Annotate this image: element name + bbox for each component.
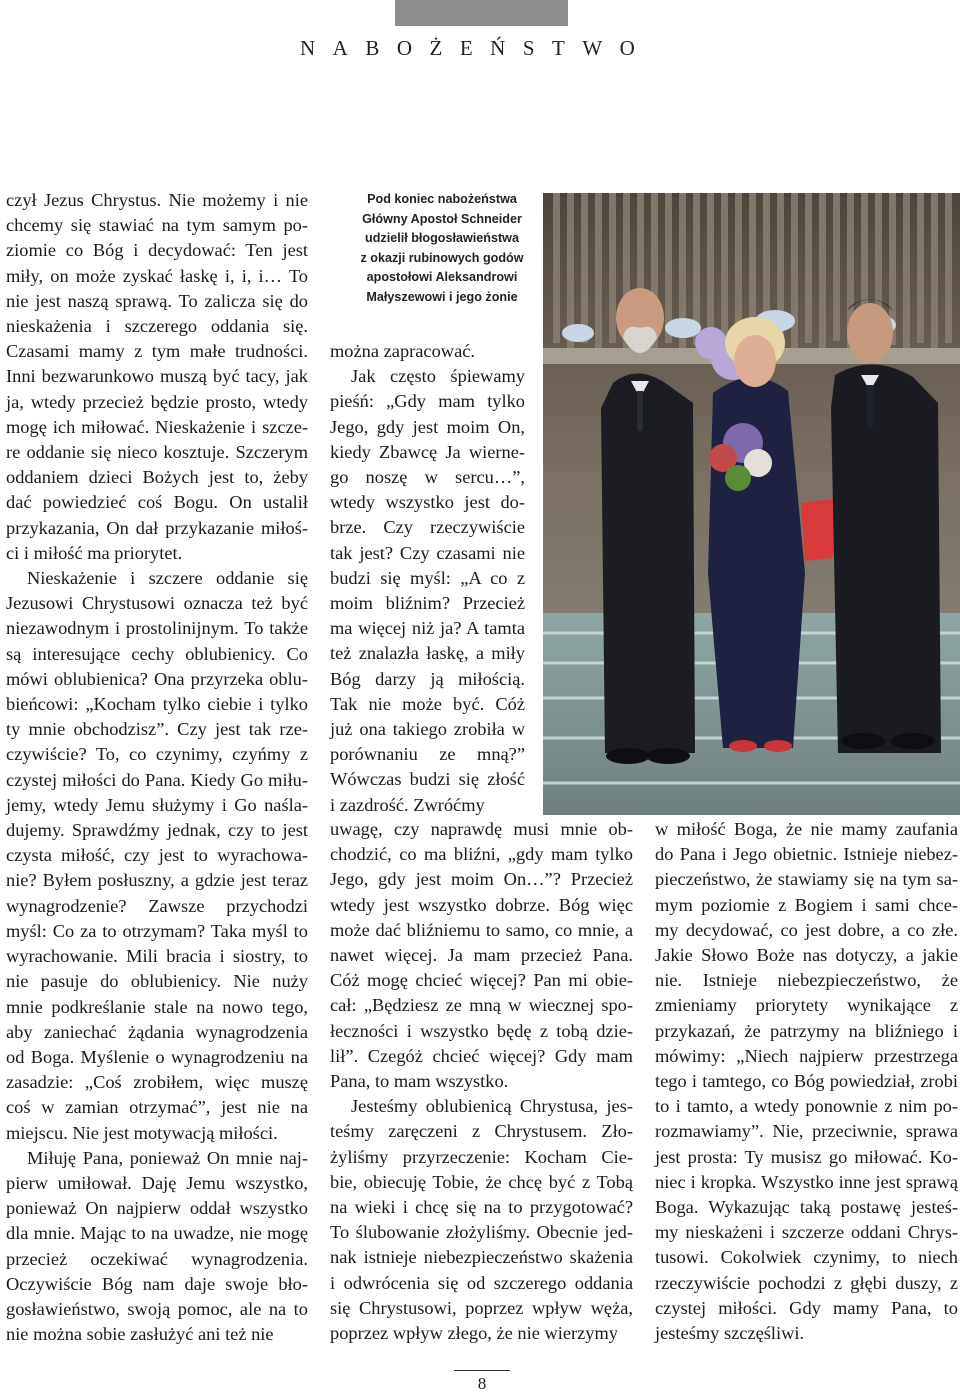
text-line: może dać bliźniemu to samo, co mnie, a <box>330 919 633 940</box>
text-line: Miłuję Pana, ponieważ On mnie naj- <box>27 1147 308 1168</box>
text-line: od Boga. Myślenie o wynagrodzeniu na <box>6 1046 308 1067</box>
text-line: ma więcej niż ja? A tamta <box>330 618 525 639</box>
text-line: nie? Byłem posłuszny, a gdzie jest teraz <box>6 870 308 891</box>
text-line: dla mnie. Mając to na uwadze, nie mogę <box>6 1223 308 1244</box>
text-line: w miłość Boga, że nie mamy zaufania <box>655 819 958 839</box>
text-line: przykazania, On dał przykazanie miłoś- <box>6 517 308 538</box>
caption-line: udzielił błogosławieństwa <box>365 231 519 245</box>
text-line: czystej miłości. Gdy mamy Pana, to <box>655 1297 958 1318</box>
text-line: i odwrócenia się od szczerego oddania <box>330 1272 633 1293</box>
text-line: nie. Istnieje niebezpieczeństwo, że <box>655 970 958 991</box>
caption-line: z okazji rubinowych godów <box>360 250 524 265</box>
text-line: rzeczywiście pochodzi z głębi duszy, z <box>655 1272 958 1293</box>
text-line: bie, obiecuję Tobie, że chcę być z Tobą <box>330 1171 633 1192</box>
text-line: ziomie co Bóg i decydować: Ten jest <box>6 240 308 261</box>
text-line: miły, on może zyskać łaskę i, i, i… To <box>6 265 308 286</box>
text-line: chcemy się stawiać na tym samym po- <box>6 215 308 236</box>
column-2-narrow <box>330 339 525 818</box>
text-line: cał: „Będziesz ze mną w wiecznej spo- <box>330 995 633 1016</box>
text-line: jemy, wtedy Jemu służymy i Go naśla- <box>6 794 308 815</box>
page-number-rule <box>454 1370 510 1371</box>
text-line: ja, wtedy przecież będzie prosto, wtedy <box>6 391 308 412</box>
text-line: Jego, gdy jest moim On…”? Przecież <box>330 869 633 890</box>
caption-line: apostołowi Aleksandrowi <box>366 270 518 284</box>
text-line: to i tamto, a wtedy ponownie z nim po- <box>655 1096 958 1117</box>
text-line: gosławieństwo, swoją pomoc, ale na to <box>6 1298 308 1319</box>
text-line: jest prosta: Ty musisz go miłować. Ko- <box>655 1146 958 1167</box>
text-line: nieskażenia i szczerego oddania się. <box>6 316 308 337</box>
text-line: rozmawiamy”. Nie, przeciwnie, sprawa <box>655 1121 958 1142</box>
text-line: są interesujące cechy oblubienicy. Co <box>6 643 308 664</box>
text-line: coś w zamian otrzymać”, jest nie na <box>6 1097 308 1118</box>
text-line: ty mnie obchodzisz”. Czy jest tak rze- <box>6 719 308 740</box>
text-line: pieśń: „Gdy mam tylko <box>330 391 525 412</box>
text-line: jesteśmy szczęśliwi. <box>655 1323 805 1344</box>
text-line: przecież oczekiwać wynagrodzenia. <box>6 1248 308 1269</box>
text-line: nie można sobie zasłużyć ani też nie <box>6 1324 274 1345</box>
text-line: zmieniamy priorytety wynikające z <box>655 995 958 1016</box>
text-line: żyliśmy przyrzeczenie: Kocham Cie- <box>330 1146 633 1167</box>
column-3 <box>655 817 958 1346</box>
text-line: Wówczas budzi się złość <box>330 769 525 790</box>
text-line: i zazdrość. Zwróćmy <box>330 794 485 815</box>
column-1 <box>6 188 308 1347</box>
text-line: Czasami mamy z tym małe trudności. <box>6 341 308 362</box>
text-line: Cóż mogę chcieć więcej? Pan mi obie- <box>330 970 633 991</box>
text-line: kiedy Zbawcę Ja wierne- <box>330 441 525 462</box>
text-line: chodzić, co ma bliźni, „gdy mam tylko <box>330 844 633 865</box>
text-line: teśmy zaręczeni z Chrystusem. Zło- <box>330 1121 633 1142</box>
text-line: można zapracować. <box>330 341 475 361</box>
text-line: nie pasuje do oblubienicy. Nie nuży <box>6 971 308 992</box>
text-line: Jak często śpiewamy <box>351 366 525 387</box>
text-line: pierw umiłował. Daję Jemu wszystko, <box>6 1172 308 1193</box>
text-line: mym poziomie z Bogiem i sami chce- <box>655 894 958 915</box>
text-line: To ślubowanie złożyliśmy. Obecnie jed- <box>330 1222 633 1243</box>
caption-line: Główny Apostoł Schneider <box>362 211 522 226</box>
text-line: poprzez wpływ złego, że nie wierzymy <box>330 1323 619 1344</box>
text-line: ponieważ On najpierw oddał wszystko <box>6 1198 308 1219</box>
text-line: Pana, to mam wszystko. <box>330 1071 509 1092</box>
text-line: dujemy. Sprawdźmy jednak, czy to jest <box>6 820 308 841</box>
text-line: wtedy jest wszystko dobrze. Bóg więc <box>330 894 633 915</box>
photo-caption <box>356 190 528 307</box>
text-line: tego i tamtego, co Bóg powiedział, zrobi <box>655 1071 958 1092</box>
text-line: wynagrodzenie? Zawsze przychodzi <box>6 895 308 916</box>
text-line: przykazań, że patrzymy na bliźniego i <box>655 1020 958 1041</box>
page-number: 8 <box>477 1374 487 1393</box>
text-line: czysta miłość, czy jest to wyrachowa- <box>6 845 308 866</box>
text-line: łeczności i wszystko będę z tobą dzie- <box>330 1020 633 1041</box>
column-2-wide <box>330 817 633 1346</box>
text-line: na wieki i chcę się na to przygotować? <box>330 1197 633 1218</box>
text-line: niezawodnym i prostolinijnym. To także <box>6 618 308 639</box>
text-line: Nieskażenie i szczere oddanie się <box>27 568 308 589</box>
text-line: czystej miłości do Pana. Kiedy Go miłu- <box>6 769 308 790</box>
text-line: go noszę w sercu…”, <box>330 467 525 488</box>
text-line: oddaniem dzieci Bożych jest to, żeby <box>6 467 308 488</box>
text-line: do Pana i Jego obietnic. Istnieje niebez- <box>655 844 958 865</box>
text-line: tak jest? Czy czasami nie <box>330 542 525 563</box>
text-line: Inni bezwarunkowo muszą być tacy, jak <box>6 366 308 387</box>
text-line: nawet więcej. Ja mam przecież Pana. <box>330 945 633 966</box>
text-line: Tak nie może być. Cóż <box>330 693 525 714</box>
text-line: też znalazła łaskę, a miły <box>330 643 525 664</box>
text-line: uwagę, czy naprawdę musi mnie ob- <box>330 819 633 839</box>
text-line: Jesteśmy oblubienicą Chrystusa, jes- <box>351 1096 633 1117</box>
text-line: tusowi. Cokolwiek czynimy, to niech <box>655 1247 958 1268</box>
text-line: nie jest naszą sprawą. To zalicza się do <box>6 290 308 311</box>
text-line: mówimy: „Niech najpierw przestrzega <box>655 1045 958 1066</box>
text-line: budzi się myśl: „A co z <box>330 567 525 588</box>
text-line: moim bliźnim? Przecież <box>330 593 525 614</box>
text-line: czywiście? To, co czynimy, czyńmy z <box>6 744 308 765</box>
text-line: dać powiedzieć coś Bogu. On ustalił <box>6 492 308 513</box>
text-line: miejscu. Nie jest motywacją miłości. <box>6 1122 278 1143</box>
text-line: bieńcowi: „Kocham tylko ciebie i tylko <box>6 694 308 715</box>
text-line: my nieskażeni i szczerze oddani Chrys- <box>655 1222 958 1243</box>
text-line: Jego, gdy jest moim On, <box>330 416 525 437</box>
text-line: myśl: Co za to otrzymam? Taka myśl to <box>6 920 308 941</box>
text-line: się Chrystusowi, poprzez wpływ węża, <box>330 1297 633 1318</box>
text-line: nak istnieje niebezpieczeństwo skażenia <box>330 1247 633 1268</box>
text-line: wyrachowanie. Mili bracia i siostry, to <box>6 946 308 967</box>
text-line: czył Jezus Chrystus. Nie możemy i nie <box>6 190 308 210</box>
text-line: porównaniu ze mną?” <box>330 744 525 765</box>
text-line: brze. Czy rzeczywiście <box>330 517 525 538</box>
photo <box>543 193 960 815</box>
text-line: lił”. Czegóż chcieć więcej? Gdy mam <box>330 1045 633 1066</box>
text-line: Jezusowi Chrystusowi oznacza też być <box>6 593 308 614</box>
text-line: zasadzie: „Coś zrobiłem, więc muszę <box>6 1072 308 1093</box>
header-tab-decoration <box>395 0 568 26</box>
text-line: pieczeństwo, że stawiamy się na tym sa- <box>655 869 958 890</box>
photo-illustration <box>543 193 960 815</box>
text-line: mnie podkreślanie stale na nowo tego, <box>6 996 308 1017</box>
text-line: re oddanie się nieco kosztuje. Szczerym <box>6 442 308 463</box>
text-line: Bóg darzy ją miłością. <box>330 668 525 689</box>
text-line: Jakie Słowo Boże nas dotyczy, a jakie <box>655 945 958 966</box>
section-title: NABOŻEŃSTWO <box>300 36 653 60</box>
text-line: mówi oblubienica? Ona przyrzeka oblu- <box>6 668 308 689</box>
text-line: Oczywiście Bóg nam daje swoje bło- <box>6 1273 308 1294</box>
text-line: aby zaniechać żądania wynagrodzenia <box>6 1021 308 1042</box>
text-line: ci i miłość ma priorytet. <box>6 542 183 563</box>
text-line: wtedy wszystko jest do- <box>330 492 525 513</box>
text-line: już ona takiego zrobiła w <box>330 719 525 740</box>
text-line: niec i kropka. Wszystko inne jest sprawą <box>655 1171 958 1192</box>
text-line: my decydować, co jest dobre, a co złe. <box>655 919 958 940</box>
caption-line: Małyszewowi i jego żonie <box>366 289 518 304</box>
caption-line: Pod koniec nabożeństwa <box>367 192 517 206</box>
text-line: Boga. Wykazując taką postawę jesteś- <box>655 1197 958 1218</box>
text-line: mogę ich miłować. Nieskażenie i szcze- <box>6 416 308 437</box>
